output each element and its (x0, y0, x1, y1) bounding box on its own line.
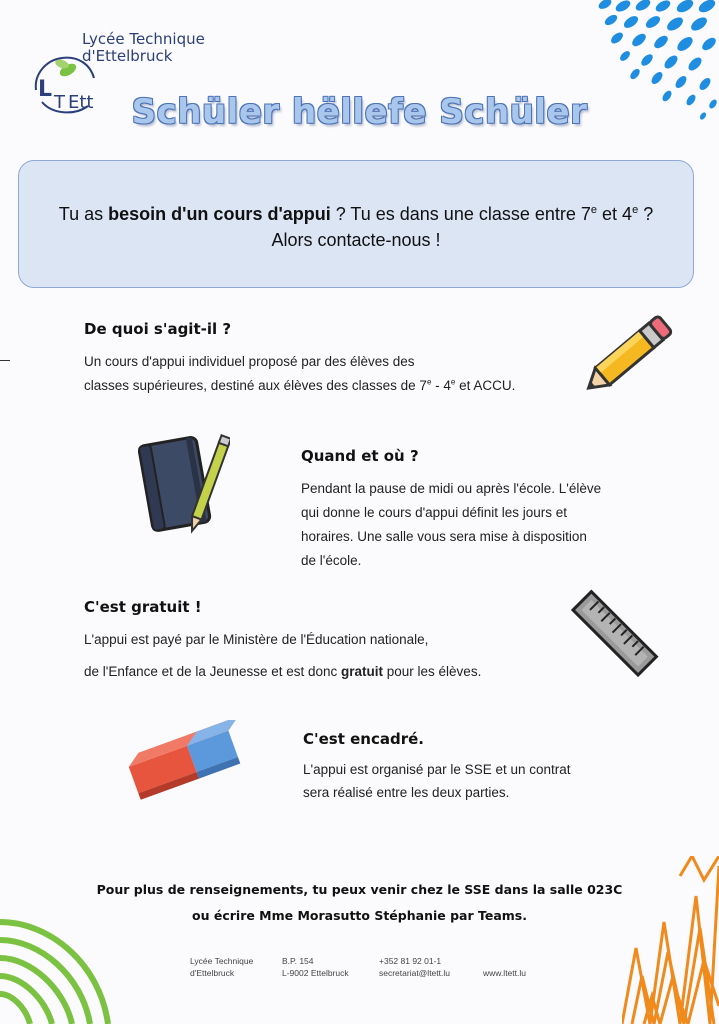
what-line2-b: - 4 (431, 378, 451, 393)
intro-box (18, 160, 694, 288)
section-supervised-line2: sera réalisé entre les deux parties. (303, 785, 510, 800)
school-name (82, 31, 205, 65)
intro-text-a: Tu as (58, 204, 109, 224)
school-name-line1: Lycée Technique (82, 30, 205, 48)
notebook-icon (130, 430, 230, 542)
svg-text:T: T (54, 92, 65, 113)
intro-line1 (19, 201, 693, 227)
intro-text-e: ? (638, 204, 654, 224)
section-what-line1: Un cours d'appui individuel proposé par des élèves des (84, 354, 415, 369)
intro-text-c: ? Tu es dans une classe entre 7 (330, 204, 591, 224)
eraser-icon (124, 720, 242, 802)
what-line2-c: et ACCU. (455, 378, 516, 393)
footer-website[interactable]: www.ltett.lu (483, 968, 526, 978)
intro-sup-2: e (632, 204, 639, 216)
footer-school-line1: Lycée Technique (190, 956, 254, 966)
section-free-line1: L'appui est payé par le Ministère de l'Éducation nationale, (84, 632, 429, 647)
footer-address (282, 955, 349, 979)
footer-school-line2: d'Ettelbruck (190, 968, 235, 978)
section-free-heading: C'est gratuit ! (84, 598, 202, 616)
section-when-line1: Pendant la pause de midi ou après l'école. L'élève (301, 481, 602, 496)
ruler-icon (568, 586, 660, 682)
section-supervised-line1: L'appui est organisé par le SSE et un contrat (303, 762, 571, 777)
footer-address-line1: B.P. 154 (282, 956, 314, 966)
what-line2-a: classes supérieures, destiné aux élèves des classes de 7 (84, 378, 427, 393)
margin-mark (0, 360, 10, 361)
intro-sup-1: e (590, 204, 598, 216)
section-when-line3: horaires. Une salle vous sera mise à disposition (301, 529, 587, 544)
green-arcs-decoration (0, 904, 120, 1024)
section-what-heading: De quoi s'agit-il ? (84, 320, 232, 338)
footer-school (190, 955, 253, 979)
intro-line2: Alors contacte-nous ! (271, 230, 441, 250)
free-line2-bold: gratuit (341, 664, 384, 679)
footer-phone: +352 81 92 01-1 (379, 956, 442, 966)
what-sup-2: e (450, 377, 456, 387)
section-what-line2 (84, 378, 515, 393)
svg-text:L: L (38, 77, 53, 102)
svg-text:Ett: Ett (68, 92, 94, 113)
contact-line1: Pour plus de renseignements, tu peux venir chez le SSE dans la salle 023C (96, 882, 623, 897)
footer-email[interactable]: secretariat@ltett.lu (379, 968, 450, 978)
orange-zigzag-decoration (622, 856, 719, 1024)
pencil-icon (576, 310, 676, 406)
footer-address-line2: L-9002 Ettelbruck (282, 968, 349, 978)
section-free-line2 (84, 664, 481, 679)
section-when-line2: qui donne le cours d'appui définit les jours et (301, 505, 567, 520)
intro-text-bold: besoin d'un cours d'appui (108, 204, 331, 224)
page-title: Schüler hëllefe Schüler (131, 92, 588, 132)
footer-contact (379, 955, 450, 979)
what-sup-1: e (426, 377, 432, 387)
intro-text-d: et 4 (597, 204, 633, 224)
section-when-heading: Quand et où ? (301, 447, 419, 465)
school-name-line2: d'Ettelbruck (82, 47, 173, 65)
section-when-line4: de l'école. (301, 553, 362, 568)
free-line2-a: de l'Enfance et de la Jeunesse et est donc (84, 664, 342, 679)
free-line2-c: pour les élèves. (383, 664, 482, 679)
contact-line2: ou écrire Mme Morasutto Stéphanie par Teams. (192, 908, 527, 923)
section-supervised-heading: C'est encadré. (303, 730, 424, 748)
